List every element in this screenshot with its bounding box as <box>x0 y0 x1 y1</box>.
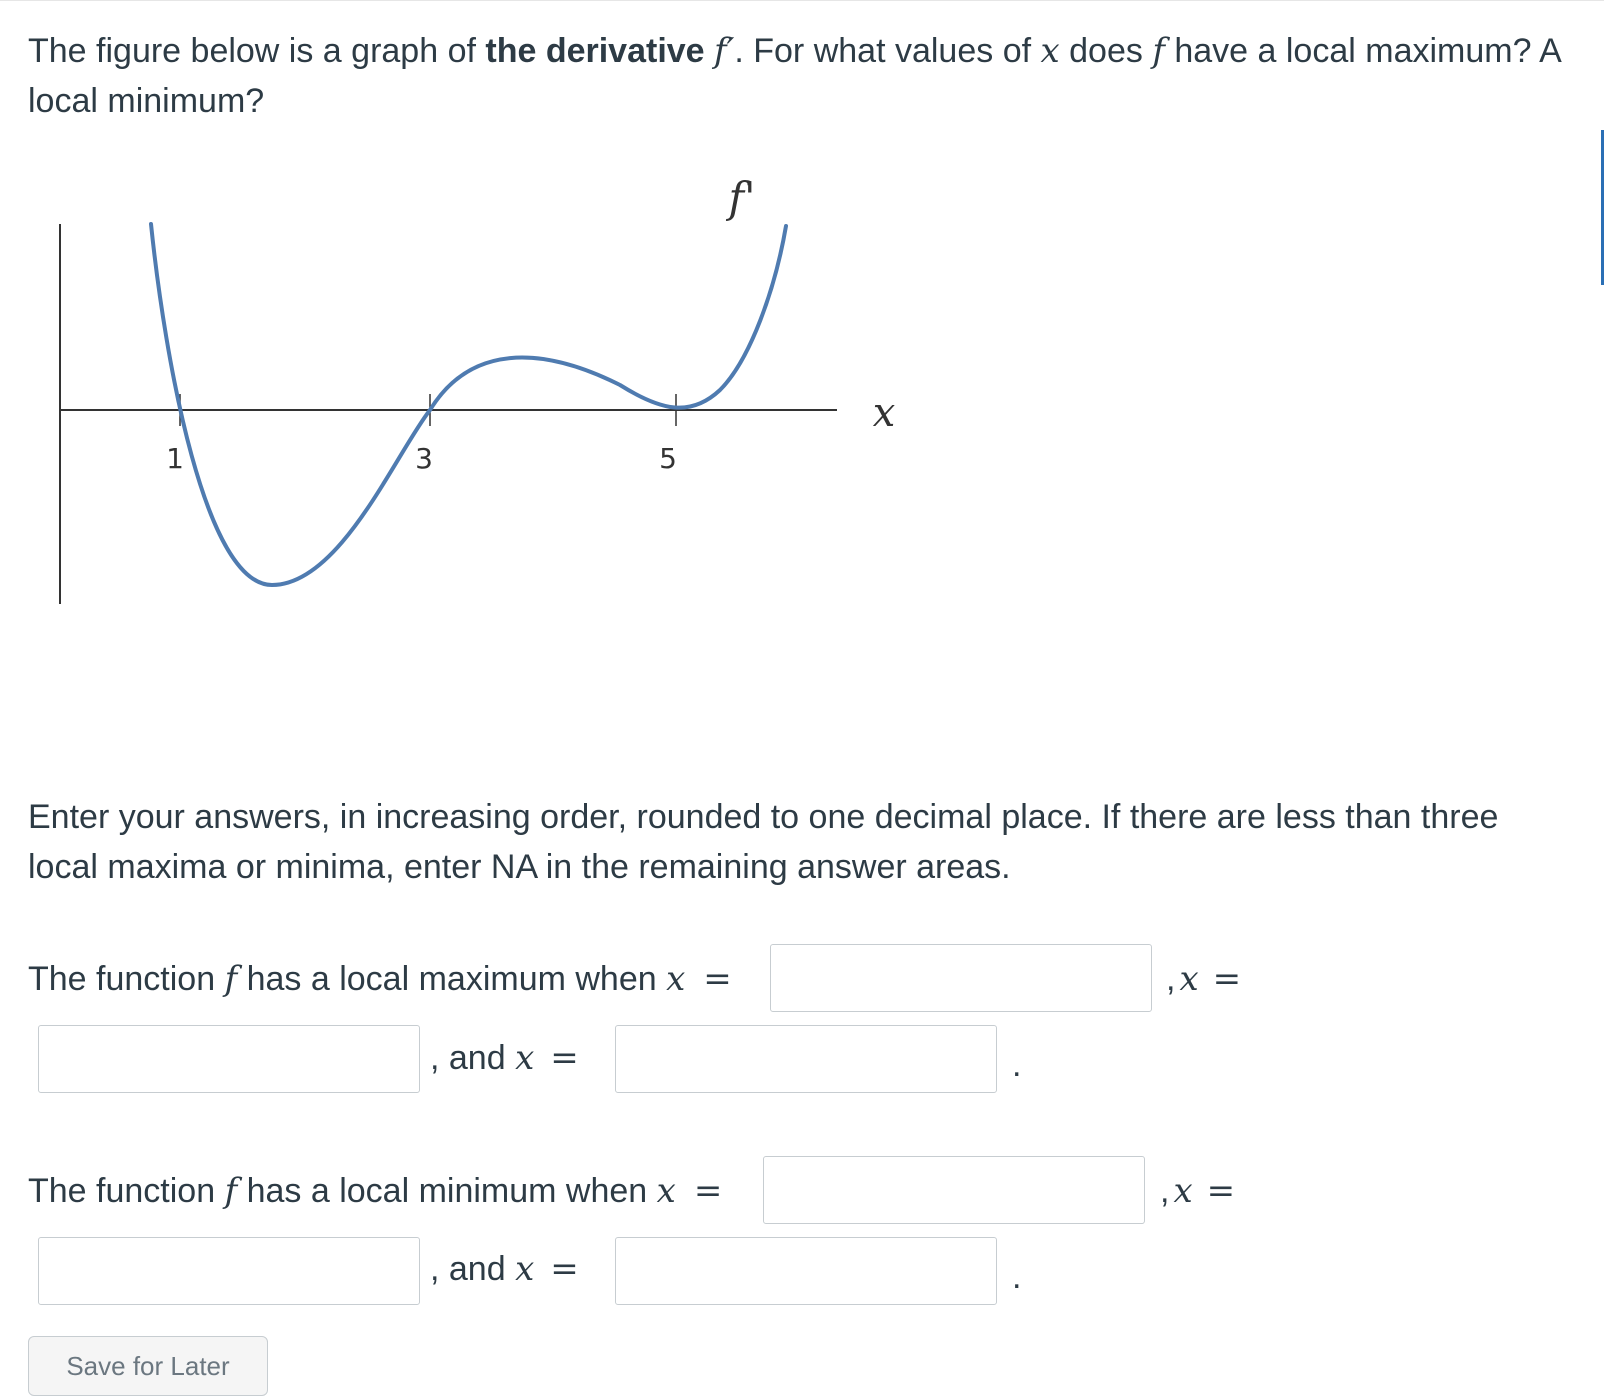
math-equals: = <box>550 1038 579 1078</box>
and-text: , and <box>430 1039 516 1077</box>
comma: , <box>1160 1172 1170 1210</box>
math-x: x <box>515 1038 535 1078</box>
math-x: x <box>1179 959 1199 999</box>
max-answer-3[interactable] <box>615 1025 997 1093</box>
min-period: . <box>1012 1258 1022 1296</box>
math-f: f <box>224 1171 238 1211</box>
instructions-text: Enter your answers, in increasing order, rounded to one decimal place. If there are less than three local maxima or minima, enter NA in the remaining answer areas. <box>28 798 1499 886</box>
question-part: does <box>1059 32 1153 70</box>
min-answer-2[interactable] <box>38 1237 420 1305</box>
comma: , <box>1166 960 1176 998</box>
maximum-prompt <box>28 954 732 1004</box>
min-answer-1[interactable] <box>763 1156 1145 1224</box>
min-separator-2 <box>430 1244 579 1294</box>
question-part: . For what values of <box>734 32 1041 70</box>
question-bold: the derivative <box>485 32 705 70</box>
math-x: x <box>666 959 686 999</box>
math-equals: = <box>1206 1171 1236 1211</box>
and-text: , and <box>430 1250 516 1288</box>
max-period: . <box>1012 1046 1022 1084</box>
derivative-curve <box>151 224 786 585</box>
prompt-text: The function <box>28 960 225 998</box>
math-equals: = <box>693 1171 723 1211</box>
math-x: x <box>515 1249 535 1289</box>
tick-label-3: 3 <box>415 442 433 475</box>
math-equals: = <box>1212 959 1242 999</box>
save-for-later-button[interactable]: Save for Later <box>28 1336 268 1396</box>
math-x: x <box>1173 1171 1193 1211</box>
math-fprime: f′ <box>714 31 735 71</box>
tick-label-1: 1 <box>166 442 184 475</box>
math-x: x <box>656 1171 676 1211</box>
max-answer-2[interactable] <box>38 1025 420 1093</box>
question-part: The figure below is a graph of <box>28 32 486 70</box>
math-f: f <box>224 959 238 999</box>
math-x: x <box>1040 31 1060 71</box>
prompt-text: has a local maximum when <box>237 960 667 998</box>
math-f: f <box>1152 31 1165 71</box>
max-answer-1[interactable] <box>770 944 1152 1012</box>
axis-label: x <box>872 390 896 436</box>
prompt-text: has a local minimum when <box>237 1172 657 1210</box>
minimum-prompt <box>28 1166 722 1216</box>
question-part: have a local maximum? A local minimum? <box>28 32 1560 120</box>
curve-label: f' <box>728 173 756 222</box>
math-equals: = <box>550 1249 579 1289</box>
prompt-text: The function <box>28 1172 225 1210</box>
min-separator-1 <box>1160 1166 1235 1216</box>
question-text <box>28 26 1568 126</box>
min-answer-3[interactable] <box>615 1237 997 1305</box>
top-divider <box>0 0 1604 5</box>
math-equals: = <box>703 959 732 999</box>
derivative-graph <box>0 160 900 640</box>
max-separator-2 <box>430 1033 579 1083</box>
max-separator-1 <box>1166 954 1241 1004</box>
tick-label-5: 5 <box>659 442 677 475</box>
